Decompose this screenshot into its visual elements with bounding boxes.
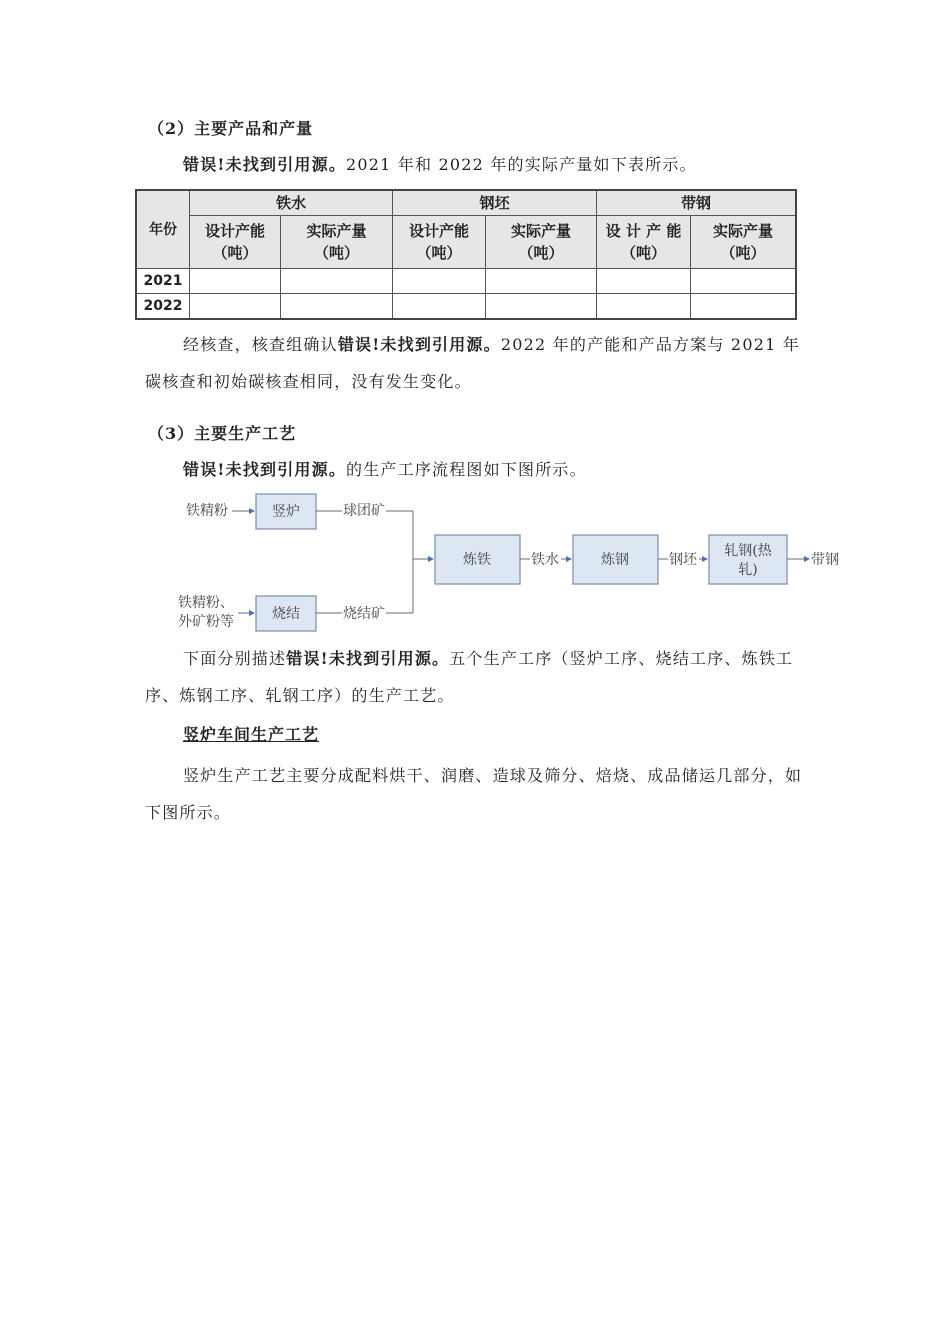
production-table <box>135 189 797 320</box>
col-actual-output: 实际产量 （吨） <box>691 216 797 269</box>
table-cell <box>281 269 393 294</box>
table-cell <box>691 269 797 294</box>
reference-error: 错误!未找到引用源。 <box>183 460 347 479</box>
table-cell <box>486 294 597 320</box>
group-header-billet: 钢坯 <box>393 190 597 216</box>
sinter-label: 烧结 <box>272 606 300 622</box>
paragraph-text: 经核查，核查组确认 <box>183 335 338 354</box>
year-header: 年份 <box>136 190 190 269</box>
intro-text: 2021 年和 2022 年的实际产量如下表所示。 <box>346 155 697 174</box>
reference-error: 错误!未找到引用源。 <box>183 155 347 174</box>
year-cell: 2022 <box>136 294 190 320</box>
rolling-label-line2: 轧) <box>738 562 758 578</box>
table-row <box>136 294 796 320</box>
steelmaking-label: 炼钢 <box>601 552 629 568</box>
table-cell <box>597 269 691 294</box>
ironmaking-label: 炼铁 <box>463 552 491 568</box>
section-2-heading: （2）主要产品和产量 <box>148 119 314 138</box>
shaft-furnace-paragraph <box>145 757 810 831</box>
paragraph-text: 竖炉生产工艺主要分成配料烘干、润磨、造球及筛分、焙烧、成品储运几部分，如下图所示。 <box>145 766 803 822</box>
section-2-intro <box>145 146 810 183</box>
paragraph-text: 2022 年的产能和产品方案与 2021 年碳核查和初始碳核查相同，没有发生变化。 <box>145 335 800 391</box>
reference-error: 错误!未找到引用源。 <box>337 335 501 354</box>
table-cell <box>691 294 797 320</box>
billet-label: 钢坯 <box>669 552 697 568</box>
input-iron-concentrate: 铁精粉 <box>186 503 228 519</box>
year-cell: 2021 <box>136 269 190 294</box>
intro-text: 的生产工序流程图如下图所示。 <box>346 460 587 479</box>
table-cell <box>597 294 691 320</box>
col-design-capacity: 设计产能 （吨） <box>393 216 486 269</box>
table-cell <box>393 269 486 294</box>
table-cell <box>486 269 597 294</box>
section-3-intro <box>145 451 810 488</box>
rolling-label-line1: 轧钢(热 <box>724 543 772 559</box>
reference-error: 错误!未找到引用源。 <box>286 649 450 668</box>
hot-metal-label: 铁水 <box>531 552 559 568</box>
verification-paragraph <box>145 326 810 400</box>
strip-steel-label: 带钢 <box>811 552 839 568</box>
table-cell <box>190 294 281 320</box>
group-header-strip: 带钢 <box>597 190 797 216</box>
col-actual-output: 实际产量 （吨） <box>281 216 393 269</box>
col-design-capacity: 设计产能 （吨） <box>190 216 281 269</box>
paragraph-text: 下面分别描述 <box>183 649 287 668</box>
process-flow-diagram <box>170 488 850 638</box>
table-row <box>136 269 796 294</box>
paragraph-text: 五个生产工序（竖炉工序、烧结工序、炼铁工序、炼钢工序、轧钢工序）的生产工艺。 <box>145 649 794 705</box>
group-header-hot-metal: 铁水 <box>190 190 393 216</box>
table-cell <box>281 294 393 320</box>
input-bottom-line2: 外矿粉等 <box>178 614 234 630</box>
shaft-furnace-label: 竖炉 <box>272 504 300 520</box>
col-design-capacity: 设 计 产 能 （吨） <box>597 216 691 269</box>
shaft-furnace-subheading: 竖炉车间生产工艺 <box>183 725 320 744</box>
table-cell <box>190 269 281 294</box>
input-bottom-line1: 铁精粉、 <box>178 595 234 611</box>
process-description-paragraph <box>145 640 810 714</box>
table-cell <box>393 294 486 320</box>
section-3-heading: （3）主要生产工艺 <box>148 424 297 443</box>
pellet-label: 球团矿 <box>343 503 385 519</box>
sinter-ore-label: 烧结矿 <box>343 606 385 622</box>
col-actual-output: 实际产量 （吨） <box>486 216 597 269</box>
